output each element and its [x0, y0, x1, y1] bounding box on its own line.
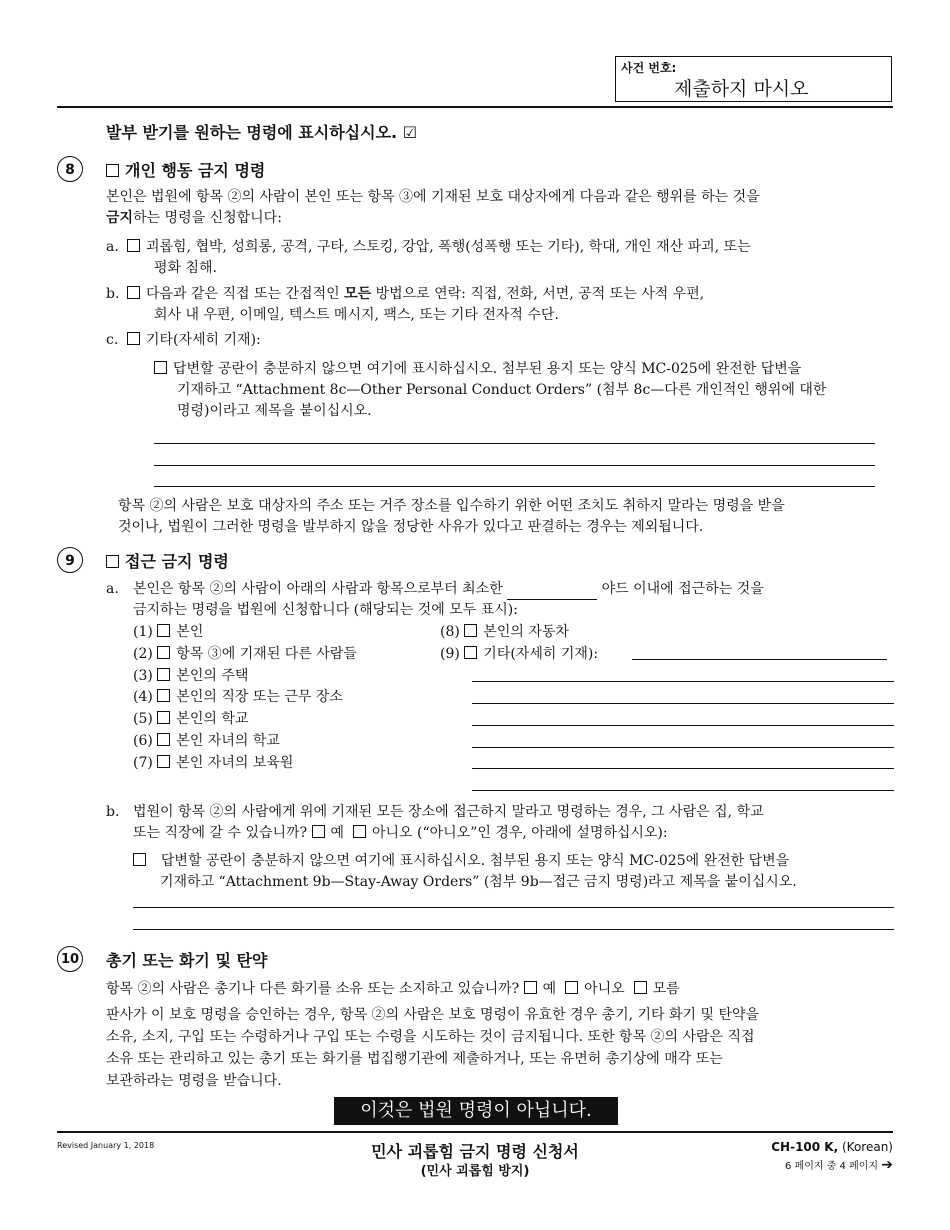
s9-other-line-1[interactable] — [472, 681, 894, 682]
s8c-note1: 답변할 공란이 충분하지 않으면 여기에 표시하십시오. 첨부된 용지 또는 양식 MC-025에 완전한 답변을 — [154, 358, 801, 380]
s9a-label: a. — [106, 581, 119, 597]
s9-item-5: (5) 본인의 학교 — [133, 711, 249, 727]
s9b-note1: 답변할 공란이 충분하지 않으면 여기에 표시하십시오. 첨부된 용지 또는 양식 MC-025에 완전한 답변을 — [133, 850, 789, 872]
s8a-label: a. — [106, 239, 119, 255]
form-subtitle: (민사 괴롭힘 방지) — [420, 1164, 530, 1179]
case-number-label: 사건 번호: — [621, 61, 677, 75]
s9-other-line-2[interactable] — [472, 703, 894, 704]
s9a-line2: 금지하는 명령을 법원에 신청합니다 (해당되는 것에 모두 표시): — [133, 602, 518, 618]
s8-footer-line1: 항목 ②의 사람은 보호 대상자의 주소 또는 거주 장소를 입수하기 위한 어떤 조치도 취하지 말라는 명령을 받을 — [118, 498, 785, 514]
s8c-note3: 명령)이라고 제목을 붙이십시오. — [177, 403, 372, 419]
s8-footer-line2: 것이나, 법원이 그러한 명령을 발부하지 않을 정당한 사유가 있다고 판결하는 경우는 제외됩니다. — [118, 519, 704, 535]
s8-intro-line1: 본인은 법원에 항목 ②의 사람이 본인 또는 항목 ③에 기재된 보호 대상자에게 다음과 같은 행위를 하는 것을 — [106, 189, 760, 205]
s9b-note2: 기재하고 “Attachment 9b—Stay-Away Orders” (첨부 9b—접근 금지 명령)라고 제목을 붙이십시오. — [160, 874, 797, 890]
section-10-number: 10 — [57, 946, 83, 972]
s9-item-7: (7) 본인 자녀의 보육원 — [133, 755, 294, 771]
s8c-answer-line-1[interactable] — [154, 443, 875, 444]
s10-yes-checkbox[interactable] — [524, 981, 537, 994]
footer-rule — [57, 1131, 893, 1133]
section-9-number: 9 — [57, 547, 83, 573]
s8a-checkbox[interactable] — [127, 239, 140, 252]
s9-item-9-checkbox[interactable] — [464, 646, 477, 659]
s9-other-line-0[interactable] — [632, 659, 887, 660]
s9b-label: b. — [106, 804, 120, 820]
s9-other-line-4[interactable] — [472, 747, 894, 748]
s9b-yes-checkbox[interactable] — [312, 825, 325, 838]
s8c-label: c. — [106, 332, 119, 348]
yards-distance-field[interactable] — [507, 584, 597, 600]
s8c-checkbox[interactable] — [127, 332, 140, 345]
s10-para-line4: 보관하라는 명령을 받습니다. — [106, 1073, 282, 1089]
s10-no-checkbox[interactable] — [565, 981, 578, 994]
s10-para-line3: 소유 또는 관리하고 있는 총기 또는 화기를 법집행기관에 제출하거나, 또는 유면허 총기상에 매각 또는 — [106, 1051, 723, 1067]
next-page-arrow-icon: ➔ — [881, 1157, 893, 1173]
s8b-line1: 다음과 같은 직접 또는 간접적인 모든 방법으로 연락: 직접, 전화, 서면, 공적 또는 사적 우편, — [127, 283, 704, 305]
s9b-line2: 또는 직장에 갈 수 있습니까? 예 아니오 (“아니오”인 경우, 아래에 설명하십시오): — [133, 825, 668, 841]
top-rule — [57, 106, 893, 108]
s8c-answer-line-2[interactable] — [154, 465, 875, 466]
s8b-checkbox[interactable] — [127, 286, 140, 299]
s9-item-6: (6) 본인 자녀의 학교 — [133, 733, 280, 749]
revised-date: Revised January 1, 2018 — [57, 1141, 155, 1150]
s9b-answer-line-2[interactable] — [133, 929, 894, 930]
s8a-line1: 괴롭힘, 협박, 성희롱, 공격, 구타, 스토킹, 강압, 폭행(성폭행 또는 기타), 학대, 개인 재산 파괴, 또는 — [127, 236, 751, 258]
s9a-line1: 본인은 항목 ②의 사람이 아래의 사람과 항목으로부터 최소한 야드 이내에 접근하는 것을 — [133, 578, 764, 600]
s9-item-8-checkbox[interactable] — [464, 624, 477, 637]
instruction-text: 발부 받기를 원하는 명령에 표시하십시오. ☑ — [106, 123, 418, 142]
s10-para-line2: 소유, 소지, 구입 또는 수령하거나 구입 또는 수령을 시도하는 것이 금지됩니다. 또한 항목 ②의 사람은 직접 — [106, 1029, 755, 1045]
s9-item-4: (4) 본인의 직장 또는 근무 장소 — [133, 689, 343, 705]
not-court-order-banner: 이것은 법원 명령이 아닙니다. — [334, 1097, 618, 1125]
s8c-line1: 기타(자세히 기재): — [127, 329, 261, 351]
s10-unknown-checkbox[interactable] — [634, 981, 647, 994]
s10-question: 항목 ②의 사람은 총기나 다른 화기를 소유 또는 소지하고 있습니까? 예 아니오 모름 — [106, 981, 680, 997]
s8c-attachment-checkbox[interactable] — [154, 361, 167, 374]
section-10-title: 총기 또는 화기 및 탄약 — [106, 951, 268, 970]
s9-item-4-checkbox[interactable] — [157, 689, 170, 702]
s9-item-7-checkbox[interactable] — [157, 755, 170, 768]
s8b-line2: 회사 내 우편, 이메일, 텍스트 메시지, 팩스, 또는 기타 전자적 수단. — [154, 307, 559, 323]
case-number-value: 제출하지 마시오 — [674, 78, 809, 100]
checkbox-checked-icon: ☑ — [402, 123, 418, 142]
section-8-checkbox[interactable] — [106, 164, 119, 177]
s9b-attachment-checkbox[interactable] — [133, 853, 146, 866]
form-code: CH-100 K, (Korean) — [771, 1140, 893, 1154]
s9b-answer-line-1[interactable] — [133, 907, 894, 908]
s9-other-line-5[interactable] — [472, 768, 894, 769]
s9-item-9: (9) 기타(자세히 기재): — [440, 646, 599, 662]
s9-item-5-checkbox[interactable] — [157, 711, 170, 724]
form-title: 민사 괴롭힘 금지 명령 신청서 — [371, 1142, 579, 1161]
s9b-no-checkbox[interactable] — [353, 825, 366, 838]
s9-item-8: (8) 본인의 자동차 — [440, 624, 569, 640]
page-number: 6 페이지 중 4 페이지 ➔ — [785, 1157, 893, 1173]
s9-item-2: (2) 항목 ③에 기재된 다른 사람들 — [133, 646, 357, 662]
s9b-line1: 법원이 항목 ②의 사람에게 위에 기재된 모든 장소에 접근하지 말라고 명령하는 경우, 그 사람은 집, 학교 — [133, 804, 764, 820]
s9-item-1: (1) 본인 — [133, 624, 204, 640]
s8b-label: b. — [106, 286, 120, 302]
section-9-title: 접근 금지 명령 — [106, 549, 229, 572]
s8-intro-line2: 금지하는 명령을 신청합니다: — [106, 210, 282, 226]
s9-item-3-checkbox[interactable] — [157, 668, 170, 681]
case-number-box — [615, 56, 892, 102]
section-8-number: 8 — [57, 156, 83, 182]
s10-para-line1: 판사가 이 보호 명령을 승인하는 경우, 항목 ②의 사람은 보호 명령이 유효한 경우 총기, 기타 화기 및 탄약을 — [106, 1007, 760, 1023]
s9-item-6-checkbox[interactable] — [157, 733, 170, 746]
section-9-checkbox[interactable] — [106, 555, 119, 568]
s9-item-3: (3) 본인의 주택 — [133, 668, 249, 684]
s8c-answer-line-3[interactable] — [154, 486, 875, 487]
s9-other-line-3[interactable] — [472, 725, 894, 726]
s9-item-1-checkbox[interactable] — [157, 624, 170, 637]
s8c-note2: 기재하고 “Attachment 8c—Other Personal Conduct Orders” (첨부 8c—다른 개인적인 행위에 대한 — [177, 382, 827, 398]
s9-item-2-checkbox[interactable] — [157, 646, 170, 659]
section-8-title: 개인 행동 금지 명령 — [106, 158, 265, 181]
s8a-line2: 평화 침해. — [154, 260, 217, 276]
s9-other-line-6[interactable] — [472, 790, 894, 791]
